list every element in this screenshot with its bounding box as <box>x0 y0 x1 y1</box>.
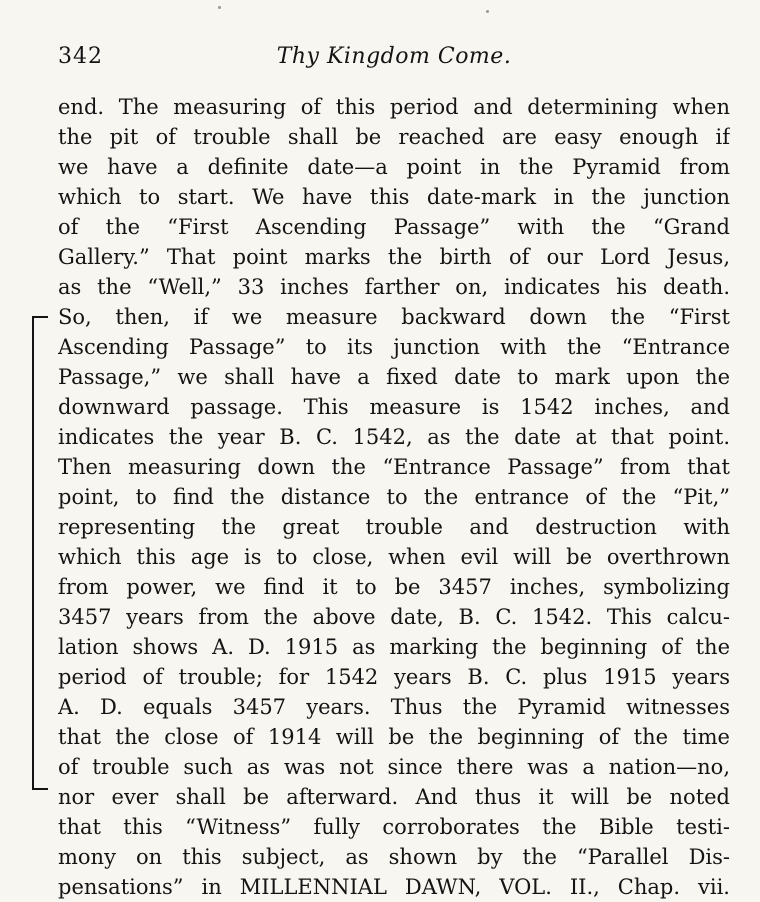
text-line: end. The measuring of this period and determining when <box>58 95 730 119</box>
text-line: the pit of trouble shall be reached are easy enough if <box>58 125 730 149</box>
body-text <box>58 92 730 902</box>
page-number: 342 <box>58 44 103 69</box>
text-line: of trouble such as was not since there was a nation—no, <box>58 755 730 779</box>
margin-bracket <box>32 316 48 790</box>
paper-speck <box>486 10 489 13</box>
text-line: point, to find the distance to the entrance of the “Pit,” <box>58 485 730 509</box>
text-line: which to start. We have this date-mark in the junction <box>58 185 730 209</box>
text-line: So, then, if we measure backward down the “First <box>58 305 730 329</box>
text-line: mony on this subject, as shown by the “Parallel Dis- <box>58 845 730 869</box>
paper-speck <box>218 6 221 9</box>
text-line: Ascending Passage” to its junction with the “Entrance <box>58 335 730 359</box>
text-line: representing the great trouble and destruction with <box>58 515 730 539</box>
text-line: indicates the year B. C. 1542, as the date at that point. <box>58 425 730 449</box>
text-line: that this “Witness” fully corroborates the Bible testi- <box>58 815 730 839</box>
text-line: which this age is to close, when evil will be overthrown <box>58 545 730 569</box>
text-line: we have a definite date—a point in the Pyramid from <box>58 155 730 179</box>
running-title: Thy Kingdom Come. <box>276 44 512 69</box>
text-line: from power, we find it to be 3457 inches, symbolizing <box>58 575 730 599</box>
text-line: as the “Well,” 33 inches farther on, indicates his death. <box>58 275 730 299</box>
text-line: Gallery.” That point marks the birth of our Lord Jesus, <box>58 245 730 269</box>
text-line: period of trouble; for 1542 years B. C. plus 1915 years <box>58 665 730 689</box>
text-line: lation shows A. D. 1915 as marking the beginning of the <box>58 635 730 659</box>
text-line: of the “First Ascending Passage” with the “Grand <box>58 215 730 239</box>
page-header <box>58 44 730 74</box>
text-line: pensations” in MILLENNIAL DAWN, VOL. II., Chap. vii. <box>58 875 730 899</box>
text-line: 3457 years from the above date, B. C. 1542. This calcu- <box>58 605 730 629</box>
text-line: Passage,” we shall have a fixed date to mark upon the <box>58 365 730 389</box>
text-line: A. D. equals 3457 years. Thus the Pyramid witnesses <box>58 695 730 719</box>
text-line: that the close of 1914 will be the beginning of the time <box>58 725 730 749</box>
text-line: nor ever shall be afterward. And thus it will be noted <box>58 785 730 809</box>
text-line: Then measuring down the “Entrance Passage” from that <box>58 455 730 479</box>
text-line: downward passage. This measure is 1542 inches, and <box>58 395 730 419</box>
